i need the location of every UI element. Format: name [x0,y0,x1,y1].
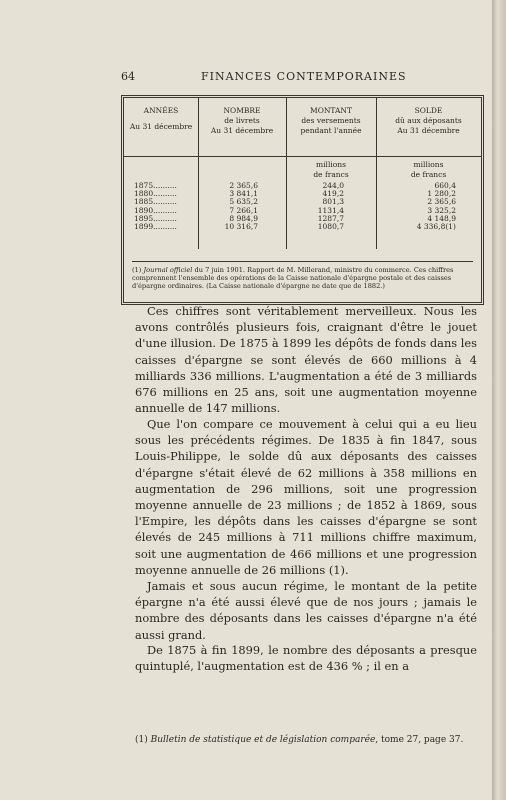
table-cell: 10 316,7 [224,222,258,232]
table-cell: 244,0 [322,181,344,190]
table-cell: 660,4 [434,181,456,190]
header-solde: SOLDE dû aux déposants Au 31 décembre [395,106,462,135]
header-annees: ANNÉES Au 31 décembre [129,106,193,131]
paragraph: De 1875 à fin 1899, le nombre des déposants a presque quintuplé, l'augmentation est de 436 % ; il en a [135,643,477,674]
page-header [121,70,483,84]
table-cell: 3 325,2 [427,205,456,215]
table-cell: 1131,4 [317,205,344,215]
table-cell: 1899.......... [134,222,177,232]
page-edge [492,0,506,800]
table-cell: 1895.......... [134,213,177,223]
table-cell: 1 280,2 [427,189,456,199]
table-cell: 8 984,9 [229,213,258,223]
livrets-column [222,182,258,231]
table-cell: 419,2 [322,189,344,199]
table-cell: 1885.......... [134,197,177,207]
table-cell: 1875.......... [134,181,177,190]
table-cell: 4 336,8(1) [416,222,456,232]
table-cell: 2 365,6 [229,181,258,190]
table-cell: 4 148,9 [427,213,456,223]
table-cell: 7 266,1 [229,205,258,215]
unit-montant: millions de francs [313,160,349,179]
running-title: FINANCES CONTEMPORAINES [201,70,407,83]
footnote: (1) Bulletin de statistique et de législation comparée, tome 27, page 37. [135,735,464,745]
header-nombre: NOMBRE de livrets Au 31 décembre [210,106,274,135]
table-cell: 3 841,1 [229,189,258,199]
header-divider [124,156,481,157]
table-cell: 801,3 [322,197,344,207]
table-cell: 1880.......... [134,189,177,199]
solde-column [394,182,456,231]
years-column [134,182,177,231]
page-number: 64 [121,70,135,83]
table-cell: 2 365,6 [427,197,456,207]
table-cell: 1287,7 [317,213,344,223]
unit-solde: millions de francs [410,160,447,179]
table-cell: 1080,7 [317,222,344,232]
paragraph: Que l'on compare ce mouvement à celui qui a eu lieu sous les précédents régimes. De 1835 à fin 1847, sous Louis-Philippe, le solde dû aux déposants des caisses d'épargne s'était élevé de 62 millions à 358 millions en augmentation de 296 millions, soit une progression moyenne annuelle de 23 millions ; de 1852 à 1869, sous l'Empire, les dépôts dans les caisses d'épargne se sont élevés de 245 millions à 711 millions chiffre maximum, soit une augmentation de 466 millions et une progression moyenne annuelle de 26 millions (1). [135,417,477,577]
header-montant: MONTANT des versements pendant l'année [300,106,362,135]
table-note: (1) Journal officiel du 7 juin 1901. Rapport de M. Millerand, ministre du commerce. Ces chiffres comprennent l'ensemble des opérations de la Caisse nationale d'épargne postale et des caisses d'épargne ordinaires. (La Caisse nationale d'épargne ne date que de 1882.) [132,261,473,290]
paragraph: Jamais et sous aucun régime, le montant de la petite épargne n'a été aussi élevé que de nos jours ; jamais le nombre des déposants dans les caisses d'épargne n'a été aussi grand. [135,579,477,642]
versements-column [312,182,344,231]
table-cell: 1890.......... [134,205,177,215]
statistics-table [121,95,484,305]
paragraph: Ces chiffres sont véritablement merveilleux. Nous les avons contrôlés plusieurs fois, craignant d'être le jouet d'une illusion. De 1875 à 1899 les dépôts de fonds dans les caisses d'épargne se sont élevés de 660 millions à 4 milliards 336 millions. L'augmentation a été de 3 milliards 676 millions en 25 ans, soit une augmentation moyenne annuelle de 147 millions. [135,304,477,416]
table-cell: 5 635,2 [229,197,258,207]
